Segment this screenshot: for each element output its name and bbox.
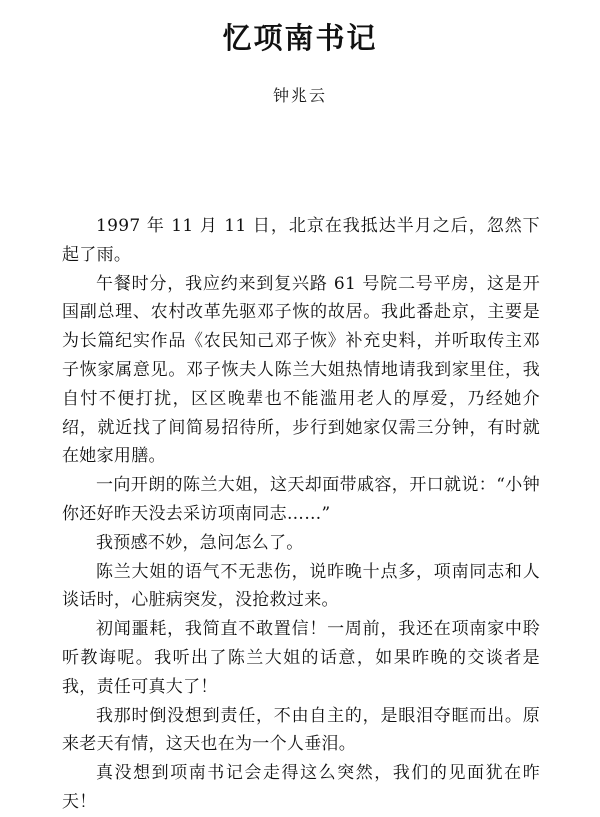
paragraph-8: 真没想到项南书记会走得这么突然，我们的见面犹在昨天！ [62, 763, 540, 812]
paragraph-2: 午餐时分，我应约来到复兴路 61 号院二号平房，这是开国副总理、农村改革先驱邓子恢的故居。我此番赴京，主要是为长篇纪实作品《农民知己邓子恢》补充史料，并听取传主邓子恢家属意见。邓子恢夫人陈兰大姐热情地请我到家里住，我自忖不便打扰，区区晚辈也不能滥用老人的厚爱，乃经她介绍，就近找了间简易招待所，步行到她家仅需三分钟，有时就在她家用膳。 [62, 273, 540, 467]
paragraph-7: 我那时倒没想到责任，不由自主的，是眼泪夺眶而出。原来老天有情，这天也在为一个人垂泪。 [62, 705, 540, 755]
article-author: 钟兆云 [272, 86, 327, 105]
article-body [62, 212, 540, 817]
paragraph-6: 初闻噩耗，我简直不敢置信！一周前，我还在项南家中聆听教诲呢。我听出了陈兰大姐的话意，如果昨晚的交谈者是我，责任可真大了！ [62, 619, 540, 697]
paragraph-3: 一向开朗的陈兰大姐，这天却面带戚容，开口就说：“小钟你还好昨天没去采访项南同志……” [62, 475, 540, 524]
paragraph-4: 我预感不妙，急问怎么了。 [96, 532, 304, 553]
paragraph-5: 陈兰大姐的语气不无悲伤，说昨晚十点多，项南同志和人谈话时，心脏病突发，没抢救过来。 [62, 561, 540, 611]
article-title: 忆项南书记 [222, 21, 378, 55]
paragraph-1: 1997 年 11 月 11 日，北京在我抵达半月之后，忽然下起了雨。 [62, 216, 540, 265]
